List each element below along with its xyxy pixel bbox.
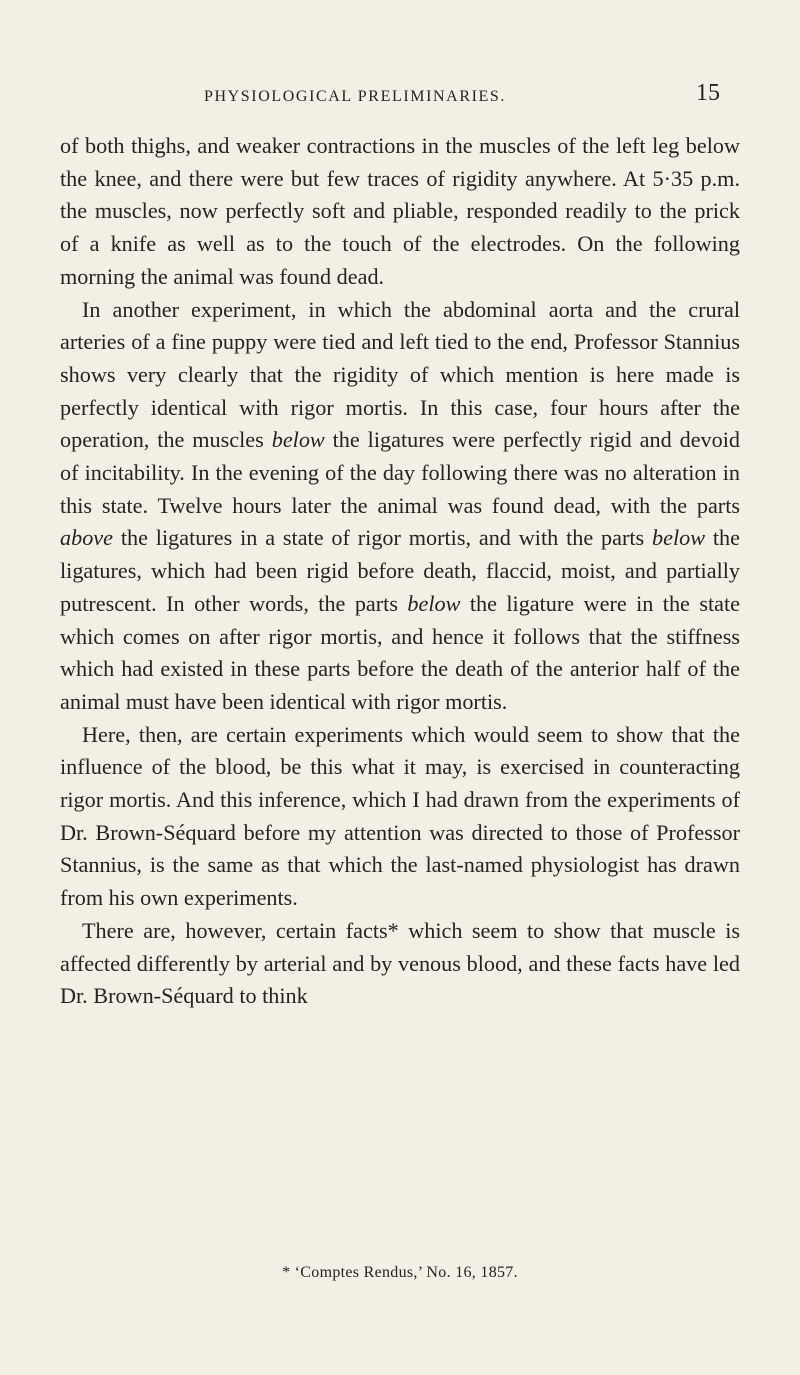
footnote: * ‘Comptes Rendus,’ No. 16, 1857. <box>282 1264 518 1281</box>
running-head <box>100 80 720 114</box>
italic-text: above <box>60 525 113 551</box>
italic-text: below <box>271 427 325 453</box>
text-run: There are, however, certain facts* which seem to show that muscle is affected differently by arterial and by venous blood, and these facts have led Dr. Brown-Séquard to think <box>60 917 740 1009</box>
paragraph-3 <box>60 719 740 915</box>
text-run: the ligature were in the state which comes on after rigor mortis, and hence it follows that the stiffness which had existed in these parts before the death of the anterior half of the animal must have been identical with rigor mortis. <box>60 590 740 714</box>
text-run: the ligatures in a state of rigor mortis, and with the parts <box>112 525 653 551</box>
paragraph-4 <box>60 915 740 1013</box>
paragraph-2 <box>60 294 740 719</box>
italic-text: below <box>407 590 461 616</box>
text-run: the ligatures, which had been rigid before death, flaccid, moist, and partially putrescent. In other words, the parts <box>60 525 740 616</box>
text-run: In another experiment, in which the abdominal aorta and the crural arteries of a fine puppy were tied and left tied to the end, Professor Stannius shows very clearly that the rigidity of which mention is here made is perfectly identical with rigor mortis. In this case, four hours after the operation, the muscles <box>60 296 740 453</box>
text-run: Here, then, are certain experiments which would seem to show that the influence of the blood, be this what it may, is exercised in counteracting rigor mortis. And this inference, which I had drawn from the experiments of Dr. Brown-Séquard before my attention was directed to those of Professor Stannius, is the same as that which the last-named physiologist has drawn from his own experiments. <box>60 721 740 911</box>
italic-text: below <box>652 525 706 551</box>
text-run: of both thighs, and weaker contractions in the muscles of the left leg below the knee, and there were but few traces of rigidity anywhere. At 5·35 p.m. the muscles, now perfectly soft and pliable, responded readily to the prick of a knife as well as to the touch of the electrodes. On the following morning the animal was found dead. <box>60 133 740 289</box>
body-text <box>60 130 740 1013</box>
text-run: the ligatures were perfectly rigid and devoid of incitability. In the evening of the day following there was no alteration in this state. Twelve hours later the animal was found dead, with the parts <box>60 427 740 518</box>
page-number: 15 <box>696 80 720 106</box>
paragraph-1 <box>60 130 740 294</box>
running-title: PHYSIOLOGICAL PRELIMINARIES. <box>204 88 506 105</box>
